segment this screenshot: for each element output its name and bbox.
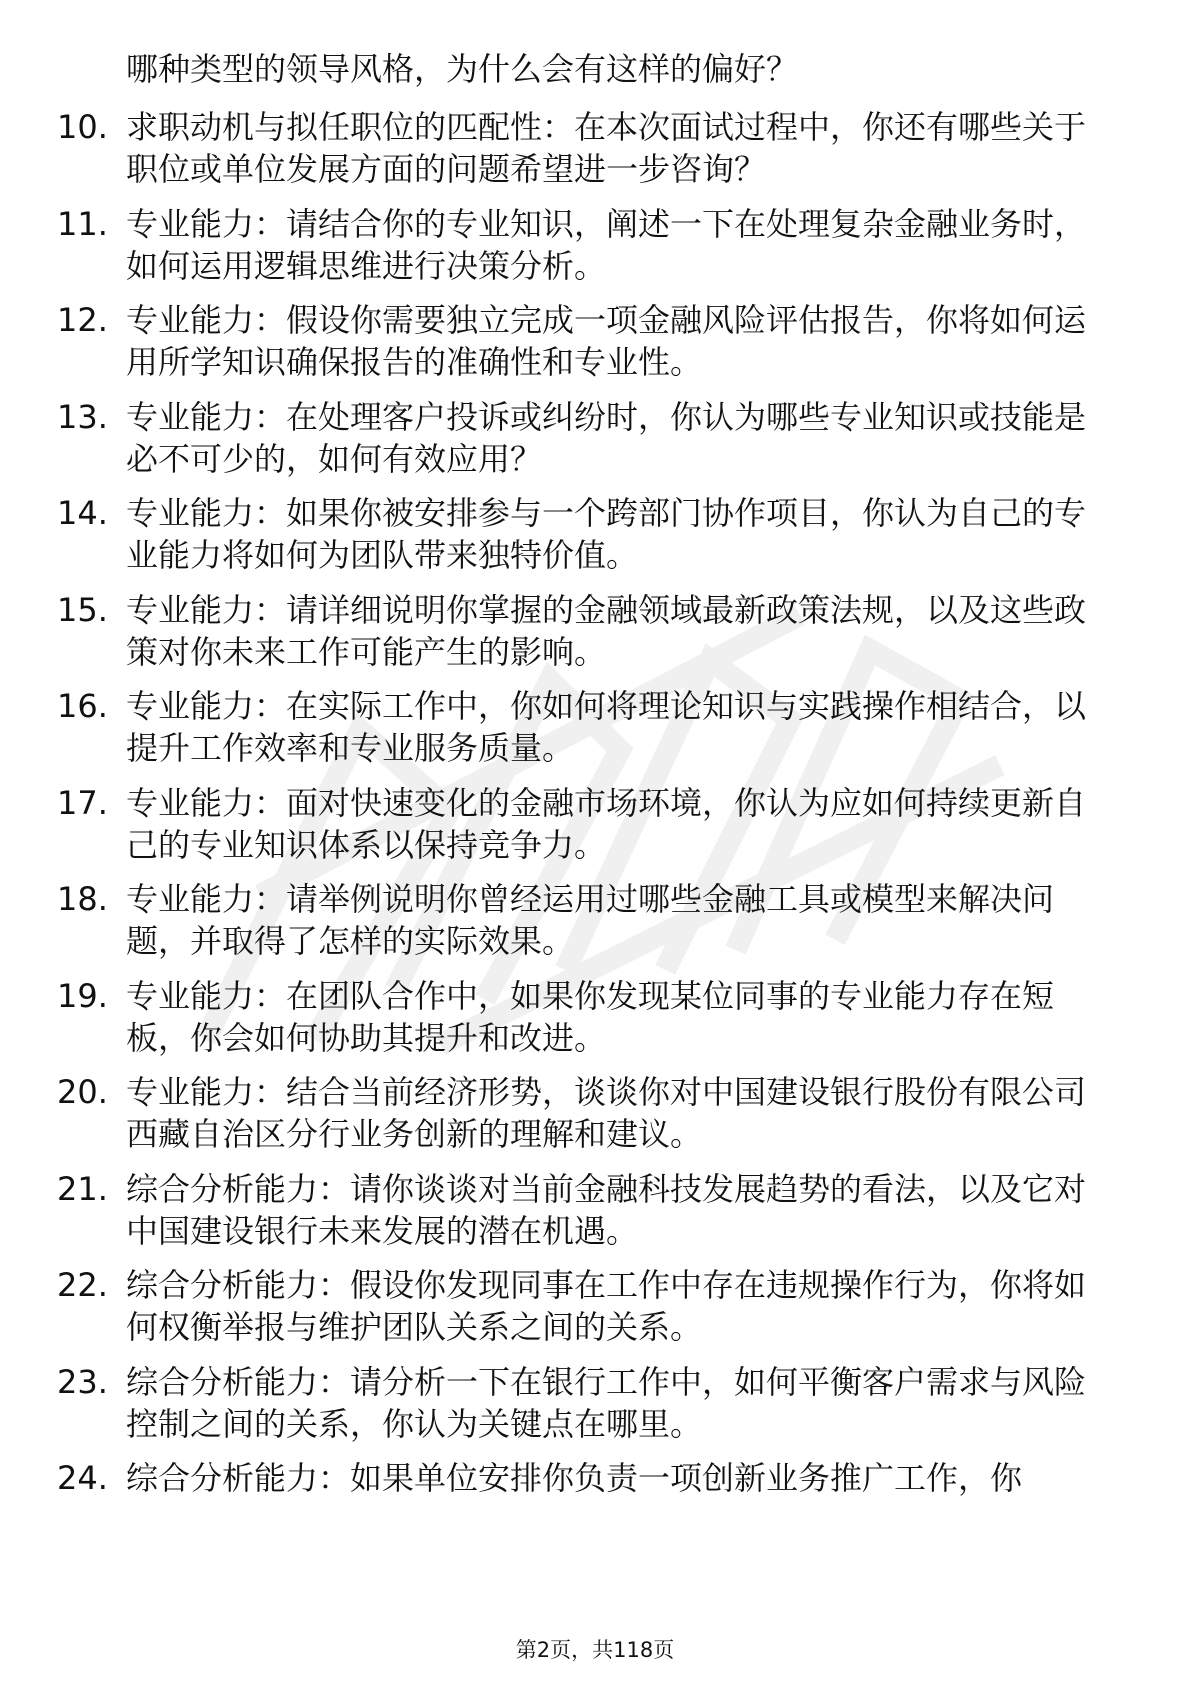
question-number: 22. bbox=[57, 1266, 108, 1304]
question-text: 专业能力：请结合你的专业知识，阐述一下在处理复杂金融业务时，如何运用逻辑思维进行决策分析。 bbox=[126, 204, 1087, 285]
question-number: 19. bbox=[57, 976, 108, 1015]
question-text: 专业能力：请举例说明你曾经运用过哪些金融工具或模型来解决问题，并取得了怎样的实际效果。 bbox=[126, 880, 1055, 960]
page-footer: 第2页，共118页 bbox=[515, 1638, 675, 1662]
continuation-text: 哪种类型的领导风格，为什么会有这样的偏好？ bbox=[126, 50, 799, 88]
question-number: 23. bbox=[57, 1362, 108, 1401]
question-item bbox=[0, 299, 1190, 389]
question-text: 综合分析能力：如果单位安排你负责一项创新业务推广工作，你 bbox=[126, 1459, 1023, 1497]
question-item bbox=[0, 203, 1190, 293]
question-text: 专业能力：如果你被安排参与一个跨部门协作项目，你认为自己的专业能力将如何为团队带来独特价值。 bbox=[126, 494, 1087, 574]
question-number: 10. bbox=[57, 108, 108, 146]
question-text: 专业能力：在实际工作中，你如何将理论知识与实践操作相结合，以提升工作效率和专业服务质量。 bbox=[126, 687, 1087, 767]
question-item bbox=[0, 1071, 1190, 1161]
question-item bbox=[0, 685, 1190, 775]
question-text: 专业能力：面对快速变化的金融市场环境，你认为应如何持续更新自己的专业知识体系以保持竞争力。 bbox=[126, 783, 1087, 864]
question-text: 专业能力：在处理客户投诉或纠纷时，你认为哪些专业知识或技能是必不可少的，如何有效应用？ bbox=[126, 397, 1087, 478]
question-number: 17. bbox=[57, 783, 108, 822]
question-text: 专业能力：在团队合作中，如果你发现某位同事的专业能力存在短板，你会如何协助其提升和改进。 bbox=[126, 976, 1055, 1057]
question-text: 专业能力：假设你需要独立完成一项金融风险评估报告，你将如何运用所学知识确保报告的准确性和专业性。 bbox=[126, 301, 1087, 381]
question-number: 20. bbox=[57, 1073, 108, 1111]
question-number: 11. bbox=[57, 204, 108, 243]
question-text: 专业能力：结合当前经济形势，谈谈你对中国建设银行股份有限公司西藏自治区分行业务创新的理解和建议。 bbox=[126, 1073, 1087, 1153]
question-number: 14. bbox=[57, 494, 108, 532]
question-text: 综合分析能力：请分析一下在银行工作中，如何平衡客户需求与风险控制之间的关系，你认为关键点在哪里。 bbox=[126, 1362, 1087, 1443]
question-item bbox=[0, 396, 1190, 486]
question-text: 专业能力：请详细说明你掌握的金融领域最新政策法规，以及这些政策对你未来工作可能产生的影响。 bbox=[126, 590, 1087, 671]
question-text: 求职动机与拟任职位的匹配性：在本次面试过程中，你还有哪些关于职位或单位发展方面的问题希望进一步咨询？ bbox=[126, 108, 1087, 188]
question-number: 21. bbox=[57, 1169, 108, 1208]
question-item bbox=[0, 975, 1190, 1065]
question-item bbox=[0, 782, 1190, 872]
question-number: 15. bbox=[57, 590, 108, 629]
question-item bbox=[0, 1264, 1190, 1354]
question-item bbox=[0, 878, 1190, 968]
question-item bbox=[0, 1361, 1190, 1451]
question-number: 18. bbox=[57, 880, 108, 918]
question-text: 综合分析能力：假设你发现同事在工作中存在违规操作行为，你将如何权衡举报与维护团队关系之间的关系。 bbox=[126, 1266, 1087, 1346]
question-number: 13. bbox=[57, 397, 108, 436]
question-item bbox=[0, 492, 1190, 582]
question-number: 16. bbox=[57, 687, 108, 725]
question-number: 12. bbox=[57, 301, 108, 339]
question-text: 综合分析能力：请你谈谈对当前金融科技发展趋势的看法，以及它对中国建设银行未来发展的潜在机遇。 bbox=[126, 1169, 1087, 1250]
question-item bbox=[0, 1457, 1190, 1547]
question-item bbox=[0, 1168, 1190, 1258]
question-item bbox=[0, 106, 1190, 196]
question-item bbox=[0, 589, 1190, 679]
question-number: 24. bbox=[57, 1459, 108, 1497]
